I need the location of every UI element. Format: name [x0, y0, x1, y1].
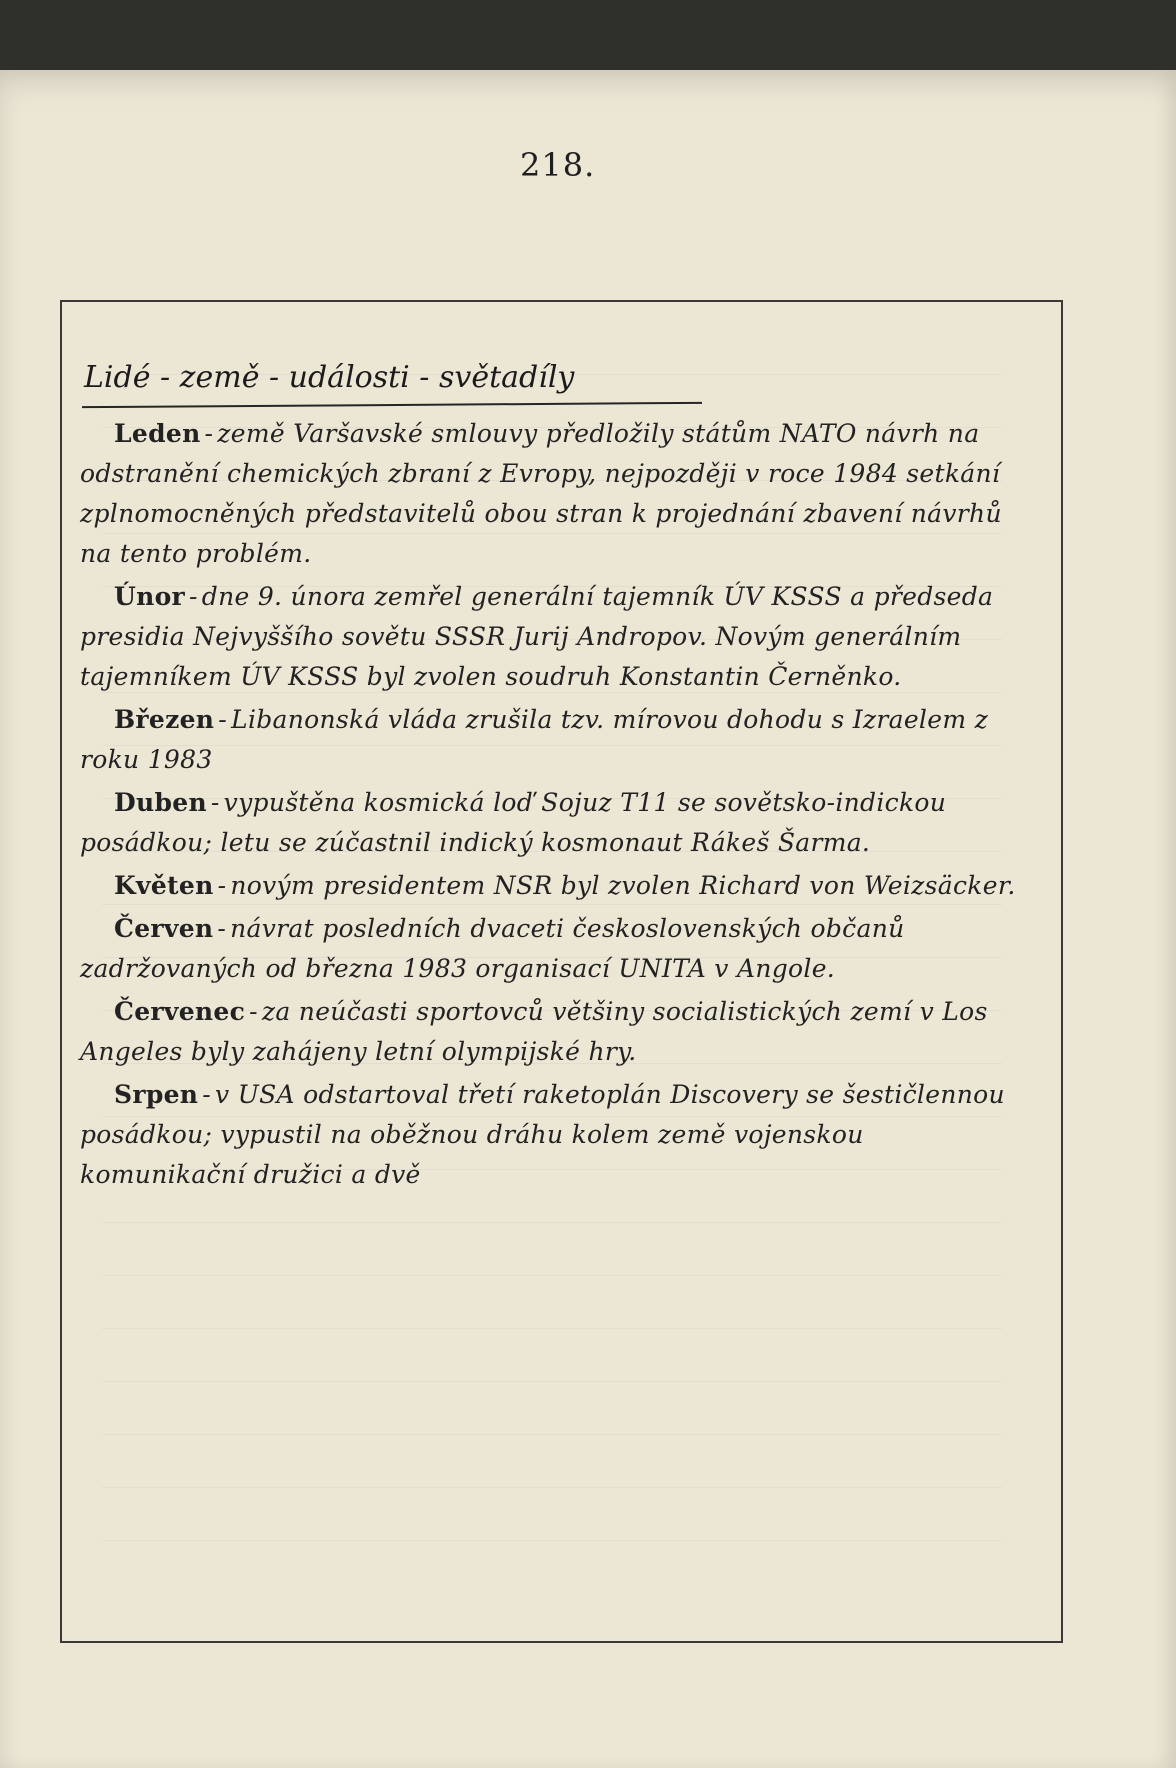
- entry-dash: -: [249, 997, 258, 1026]
- entry-dash: -: [217, 914, 227, 943]
- entry-cerven: [80, 909, 1030, 989]
- entry-text: návrat posledních dvaceti československých občanů zadržovaných od března 1983 organisací UNITA v Angole.: [80, 914, 905, 983]
- entry-dash: -: [204, 419, 214, 448]
- entry-text: Libanonská vláda zrušila tzv. mírovou dohodu s Izraelem z roku 1983: [80, 705, 989, 774]
- entry-month: Květen: [114, 871, 214, 900]
- entry-duben: [80, 783, 1030, 863]
- notebook-page: [0, 70, 1176, 1768]
- entry-text: země Varšavské smlouvy předložily státům NATO návrh na odstranění chemických zbraní z Evropy, nejpozději v roce 1984 setkání zplnomocněných představitelů obou stran k projednání zbavení návrhů na tento problém.: [80, 419, 1002, 568]
- entry-dash: -: [189, 582, 198, 611]
- entry-text: vypuštěna kosmická loď Sojuz T11 se sovětsko-indickou posádkou; letu se zúčastnil indický kosmonaut Rákeš Šarma.: [80, 788, 947, 857]
- entry-text: v USA odstartoval třetí raketoplán Discovery se šestičlennou posádkou; vypustil na oběžnou dráhu kolem země vojenskou komunikační družici a dvě: [80, 1080, 1005, 1189]
- entry-text: za neúčasti sportovců většiny socialistických zemí v Los Angeles byly zahájeny letní olympijské hry.: [80, 997, 988, 1066]
- entry-month: Srpen: [114, 1080, 199, 1109]
- entry-month: Duben: [114, 788, 207, 817]
- entry-brezen: [80, 700, 1030, 780]
- page-number: 218.: [520, 146, 596, 184]
- entry-kveten: [80, 866, 1030, 906]
- entry-dash: -: [218, 705, 228, 734]
- entry-text: novým presidentem NSR byl zvolen Richard von Weizsäcker.: [230, 871, 1016, 900]
- entry-month: Únor: [114, 582, 186, 611]
- entry-leden: [80, 414, 1030, 574]
- entry-month: Leden: [114, 419, 201, 448]
- section-heading: Lidé - země - události - světadíly: [84, 360, 575, 395]
- entry-dash: -: [202, 1080, 212, 1109]
- entry-text: dne 9. února zemřel generální tajemník ÚV KSSS a předseda presidia Nejvyššího sovětu SSSR Jurij Andropov. Novým generálním tajemníkem ÚV KSSS byl zvolen soudruh Konstantin Černěnko.: [80, 582, 994, 691]
- entry-month: Červenec: [114, 997, 246, 1026]
- entry-month: Červen: [114, 914, 214, 943]
- entry-month: Březen: [114, 705, 215, 734]
- entry-cervenec: [80, 992, 1030, 1072]
- entry-srpen: [80, 1075, 1030, 1195]
- entry-unor: [80, 577, 1030, 697]
- content-frame: [60, 300, 1063, 1643]
- chronicle-entries: [80, 414, 1030, 1198]
- entry-dash: -: [217, 871, 227, 900]
- entry-dash: -: [210, 788, 220, 817]
